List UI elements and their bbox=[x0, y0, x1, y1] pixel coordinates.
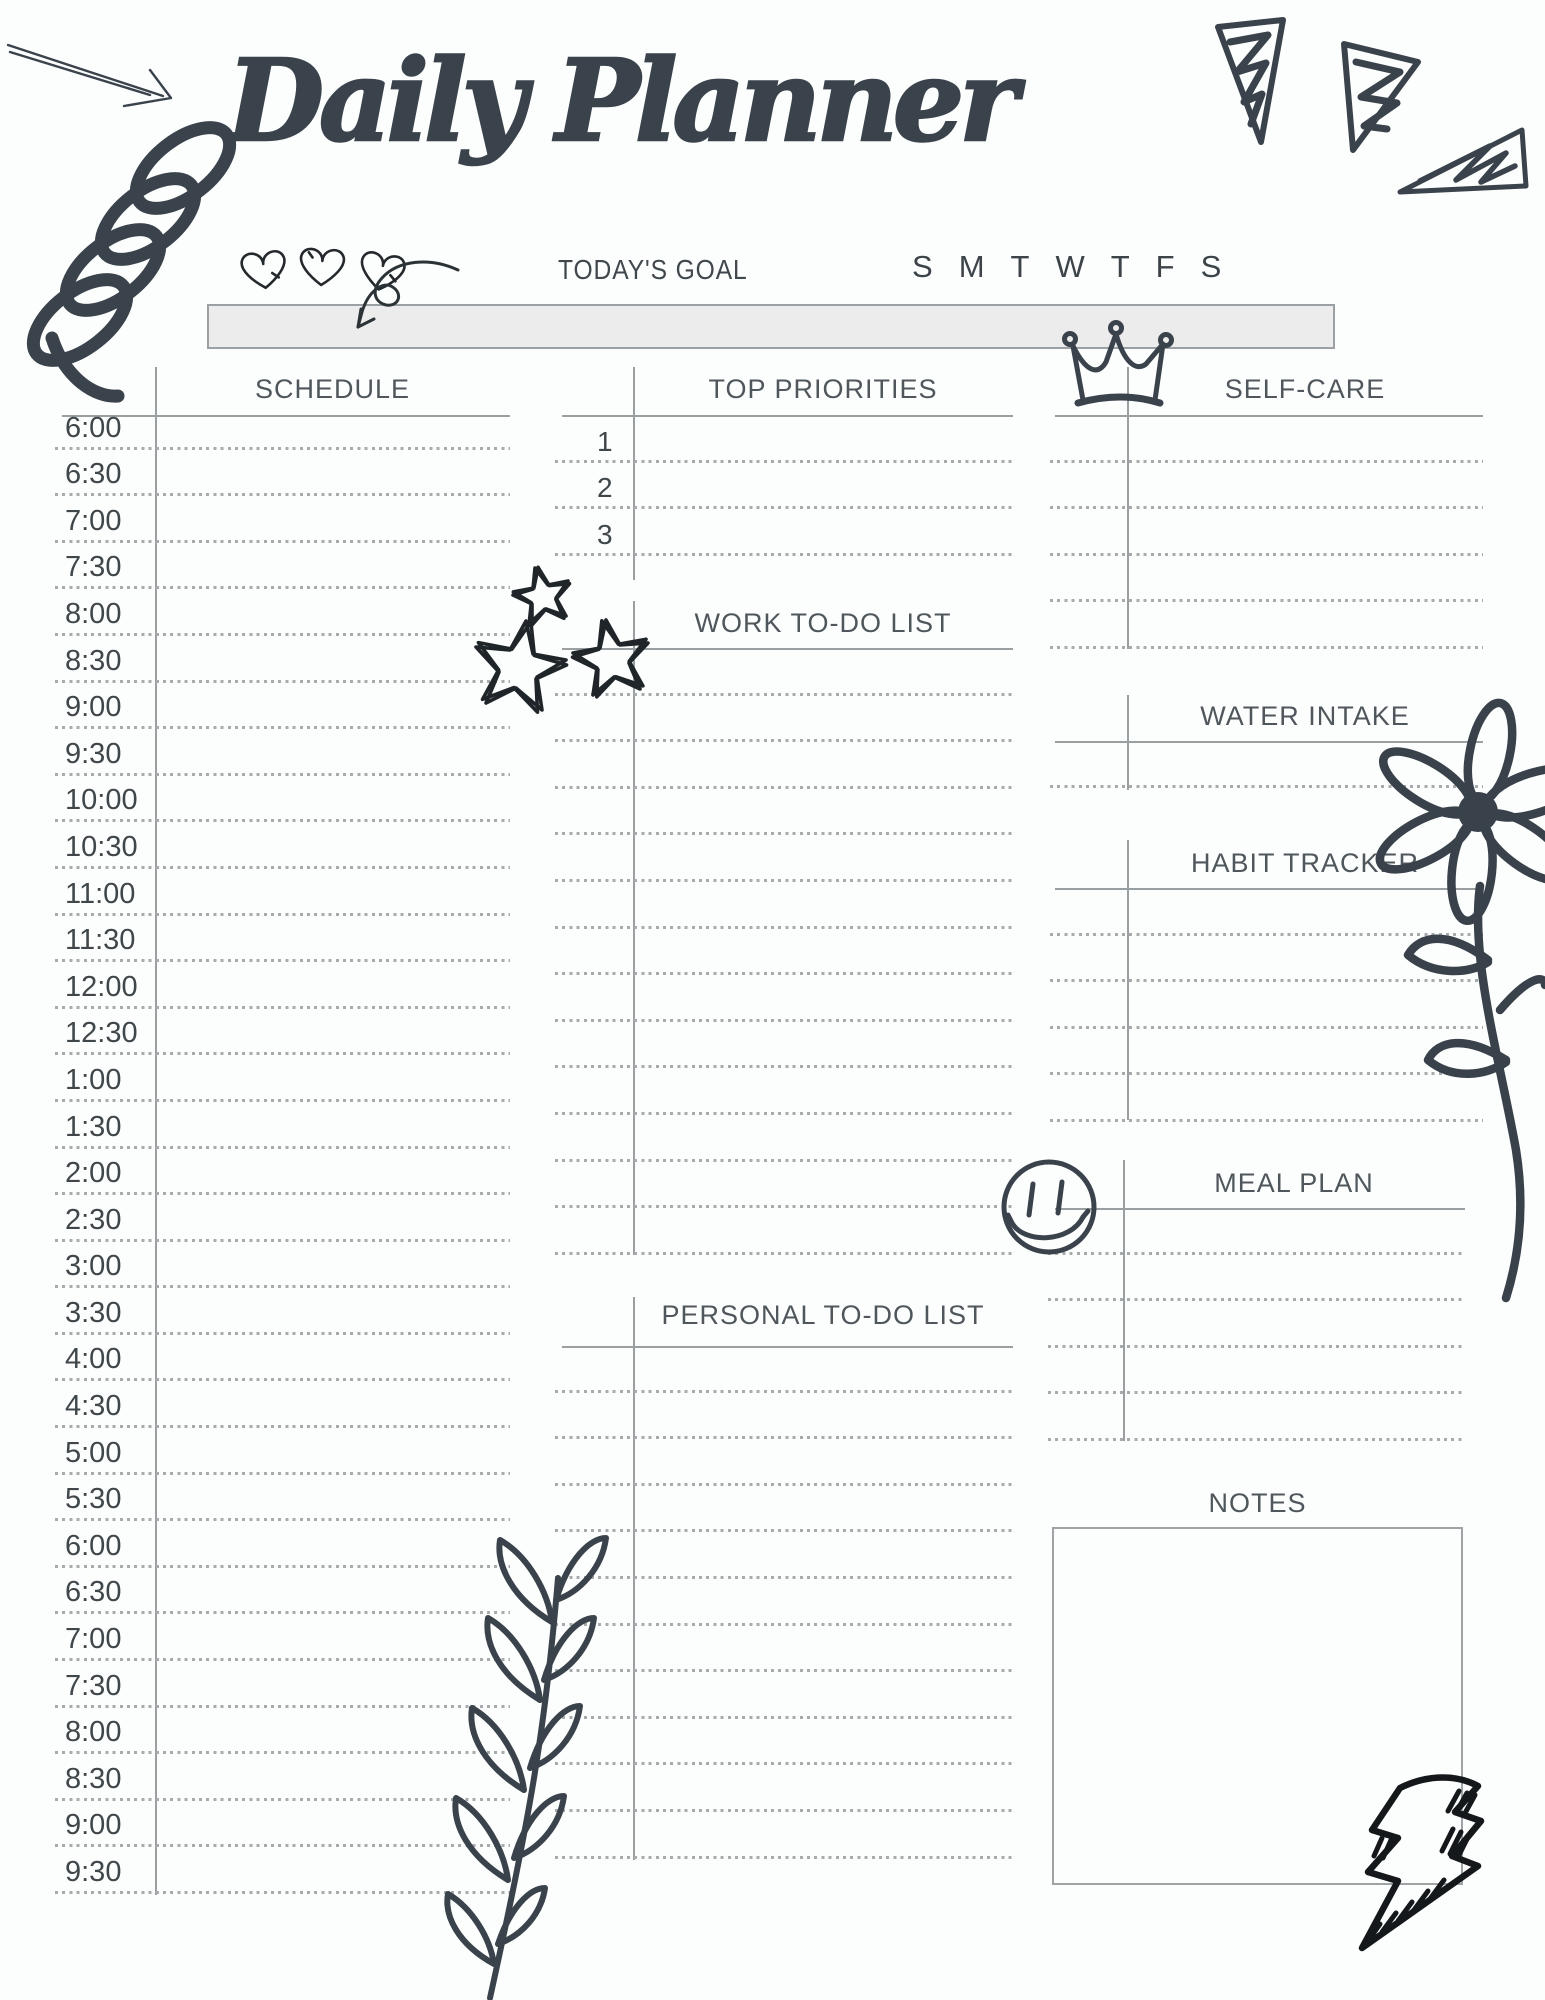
sketch-arrow-icon bbox=[8, 45, 171, 106]
schedule-row[interactable] bbox=[55, 1661, 510, 1708]
schedule-row-label: 12:30 bbox=[65, 1017, 138, 1050]
schedule-row[interactable] bbox=[55, 1428, 510, 1475]
personal-row[interactable] bbox=[555, 1346, 1013, 1393]
schedule-row-label: 10:00 bbox=[65, 784, 138, 817]
schedule-row-label: 2:00 bbox=[65, 1157, 122, 1190]
schedule-row-label: 7:30 bbox=[65, 551, 122, 584]
personal-row[interactable] bbox=[555, 1719, 1013, 1766]
schedule-row-label: 4:00 bbox=[65, 1343, 122, 1376]
schedule-row[interactable] bbox=[55, 916, 510, 963]
weekday-letter[interactable]: T bbox=[1010, 249, 1030, 284]
selfcare-row[interactable] bbox=[1050, 556, 1483, 603]
scribble-triangle-icon bbox=[1218, 20, 1526, 192]
schedule-row-label: 8:30 bbox=[65, 644, 122, 677]
weekday-letter[interactable]: T bbox=[1110, 249, 1130, 284]
schedule-row-label: 7:00 bbox=[65, 1623, 122, 1656]
priorities-row[interactable] bbox=[555, 416, 1013, 463]
schedule-row-label: 11:00 bbox=[65, 877, 136, 910]
weekday-letter[interactable]: S bbox=[912, 249, 933, 284]
water-intake-rows bbox=[1050, 741, 1483, 788]
schedule-row[interactable] bbox=[55, 450, 510, 497]
meal-row[interactable] bbox=[1048, 1255, 1465, 1302]
schedule-row-label: 9:30 bbox=[65, 1856, 122, 1888]
schedule-row-label: 4:30 bbox=[65, 1390, 122, 1423]
self-care-rows bbox=[1050, 416, 1483, 649]
schedule-row-label: 5:00 bbox=[65, 1436, 122, 1469]
schedule-row-label: 8:00 bbox=[65, 1716, 122, 1749]
schedule-row-label: 9:00 bbox=[65, 1809, 122, 1842]
schedule-row[interactable] bbox=[55, 1149, 510, 1196]
personal-row[interactable] bbox=[555, 1439, 1013, 1486]
work-row[interactable] bbox=[555, 1068, 1013, 1115]
habit-row[interactable] bbox=[1050, 1029, 1483, 1076]
meal-row[interactable] bbox=[1048, 1208, 1465, 1255]
notes-input-box[interactable] bbox=[1052, 1527, 1463, 1885]
schedule-row[interactable] bbox=[55, 1195, 510, 1242]
personal-row[interactable] bbox=[555, 1393, 1013, 1440]
work-todo-header: WORK TO-DO LIST bbox=[694, 608, 952, 638]
schedule-row[interactable] bbox=[55, 1009, 510, 1056]
schedule-row[interactable] bbox=[55, 1335, 510, 1382]
schedule-row-label: 12:00 bbox=[65, 970, 138, 1003]
personal-row[interactable] bbox=[555, 1765, 1013, 1812]
water-row[interactable] bbox=[1050, 741, 1483, 788]
meal-plan-header: MEAL PLAN bbox=[1214, 1168, 1374, 1198]
schedule-row-label: 6:30 bbox=[65, 458, 122, 491]
schedule-row[interactable] bbox=[55, 636, 510, 683]
top-priorities-header: TOP PRIORITIES bbox=[708, 374, 938, 404]
schedule-row-label: 1:00 bbox=[65, 1063, 122, 1096]
schedule-rows bbox=[55, 403, 510, 1894]
schedule-row-label: 6:30 bbox=[65, 1576, 122, 1609]
work-row[interactable] bbox=[555, 1162, 1013, 1209]
schedule-row-label: 8:00 bbox=[65, 597, 122, 630]
weekday-letter[interactable]: W bbox=[1055, 249, 1085, 284]
self-care-header: SELF-CARE bbox=[1224, 374, 1386, 404]
work-row[interactable] bbox=[555, 975, 1013, 1022]
personal-todo-rows bbox=[555, 1346, 1013, 1859]
schedule-row[interactable] bbox=[55, 822, 510, 869]
schedule-row[interactable] bbox=[55, 1708, 510, 1755]
meal-row[interactable] bbox=[1048, 1348, 1465, 1395]
schedule-row[interactable] bbox=[55, 1055, 510, 1102]
schedule-row[interactable] bbox=[55, 1847, 510, 1894]
page-title: Daily Planner bbox=[226, 36, 1014, 167]
priorities-row[interactable] bbox=[555, 509, 1013, 556]
weekday-selector[interactable] bbox=[912, 249, 1221, 285]
personal-row[interactable] bbox=[555, 1672, 1013, 1719]
schedule-row-label: 8:30 bbox=[65, 1762, 122, 1795]
selfcare-row[interactable] bbox=[1050, 416, 1483, 463]
schedule-row-label: 5:30 bbox=[65, 1483, 122, 1516]
work-row[interactable] bbox=[555, 789, 1013, 836]
todays-goal-input[interactable] bbox=[207, 304, 1335, 349]
habit-row[interactable] bbox=[1050, 982, 1483, 1029]
selfcare-row[interactable] bbox=[1050, 602, 1483, 649]
schedule-row[interactable] bbox=[55, 683, 510, 730]
habit-tracker-header: HABIT TRACKER bbox=[1190, 848, 1420, 878]
schedule-row[interactable] bbox=[55, 1614, 510, 1661]
work-row[interactable] bbox=[555, 1022, 1013, 1069]
schedule-row[interactable] bbox=[55, 729, 510, 776]
schedule-header: SCHEDULE bbox=[254, 374, 411, 404]
work-row[interactable] bbox=[555, 696, 1013, 743]
meal-plan-rows bbox=[1048, 1208, 1465, 1441]
schedule-row-label: 6:00 bbox=[65, 411, 122, 444]
personal-todo-header: PERSONAL TO-DO LIST bbox=[661, 1300, 985, 1330]
work-row[interactable] bbox=[555, 1208, 1013, 1255]
schedule-row-label: 9:00 bbox=[65, 691, 122, 724]
priorities-row[interactable] bbox=[555, 463, 1013, 510]
weekday-letter[interactable]: M bbox=[958, 249, 985, 284]
meal-row[interactable] bbox=[1048, 1301, 1465, 1348]
selfcare-row[interactable] bbox=[1050, 463, 1483, 510]
selfcare-row[interactable] bbox=[1050, 509, 1483, 556]
schedule-row-label: 6:00 bbox=[65, 1529, 122, 1562]
notes-header: NOTES bbox=[1208, 1488, 1307, 1518]
schedule-row[interactable] bbox=[55, 589, 510, 636]
schedule-row[interactable] bbox=[55, 776, 510, 823]
schedule-row-label: 9:30 bbox=[65, 737, 122, 770]
schedule-row[interactable] bbox=[55, 496, 510, 543]
schedule-row[interactable] bbox=[55, 1288, 510, 1335]
schedule-row-label: 3:30 bbox=[65, 1296, 122, 1329]
habit-tracker-rows bbox=[1050, 889, 1483, 1122]
personal-row[interactable] bbox=[555, 1532, 1013, 1579]
work-row[interactable] bbox=[555, 929, 1013, 976]
work-row[interactable] bbox=[555, 882, 1013, 929]
schedule-row[interactable] bbox=[55, 1381, 510, 1428]
priorities-row-label: 2 bbox=[597, 472, 613, 504]
schedule-row-label: 1:30 bbox=[65, 1110, 122, 1143]
schedule-row[interactable] bbox=[55, 1521, 510, 1568]
work-row[interactable] bbox=[555, 1115, 1013, 1162]
personal-row[interactable] bbox=[555, 1626, 1013, 1673]
meal-row[interactable] bbox=[1048, 1394, 1465, 1441]
habit-row[interactable] bbox=[1050, 936, 1483, 983]
schedule-row-label: 3:00 bbox=[65, 1250, 122, 1283]
schedule-row-label: 11:30 bbox=[65, 924, 136, 957]
work-row[interactable] bbox=[555, 742, 1013, 789]
personal-row[interactable] bbox=[555, 1486, 1013, 1533]
schedule-row[interactable] bbox=[55, 1242, 510, 1289]
schedule-row-label: 7:00 bbox=[65, 504, 122, 537]
schedule-row[interactable] bbox=[55, 403, 510, 450]
weekday-letter[interactable]: S bbox=[1200, 249, 1222, 284]
schedule-row[interactable] bbox=[55, 1801, 510, 1848]
work-row[interactable] bbox=[555, 835, 1013, 882]
water-intake-header: WATER INTAKE bbox=[1200, 701, 1410, 731]
priorities-row-label: 3 bbox=[597, 518, 613, 550]
schedule-row[interactable] bbox=[55, 962, 510, 1009]
habit-row[interactable] bbox=[1050, 1075, 1483, 1122]
schedule-row[interactable] bbox=[55, 1102, 510, 1149]
personal-row[interactable] bbox=[555, 1579, 1013, 1626]
habit-row[interactable] bbox=[1050, 889, 1483, 936]
work-todo-rows bbox=[555, 649, 1013, 1255]
schedule-row[interactable] bbox=[55, 869, 510, 916]
work-row[interactable] bbox=[555, 649, 1013, 696]
schedule-row[interactable] bbox=[55, 543, 510, 590]
weekday-letter[interactable]: F bbox=[1155, 249, 1175, 284]
personal-row[interactable] bbox=[555, 1812, 1013, 1859]
priorities-row-label: 1 bbox=[597, 425, 613, 457]
schedule-row-label: 2:30 bbox=[65, 1203, 122, 1236]
schedule-row[interactable] bbox=[55, 1754, 510, 1801]
schedule-row[interactable] bbox=[55, 1568, 510, 1615]
heart-icon bbox=[241, 248, 406, 293]
schedule-row-label: 10:30 bbox=[65, 830, 138, 863]
top-priorities-rows bbox=[555, 416, 1013, 556]
schedule-row[interactable] bbox=[55, 1475, 510, 1522]
todays-goal-label: TODAY'S GOAL bbox=[558, 254, 748, 285]
schedule-row-label: 7:30 bbox=[65, 1669, 122, 1702]
